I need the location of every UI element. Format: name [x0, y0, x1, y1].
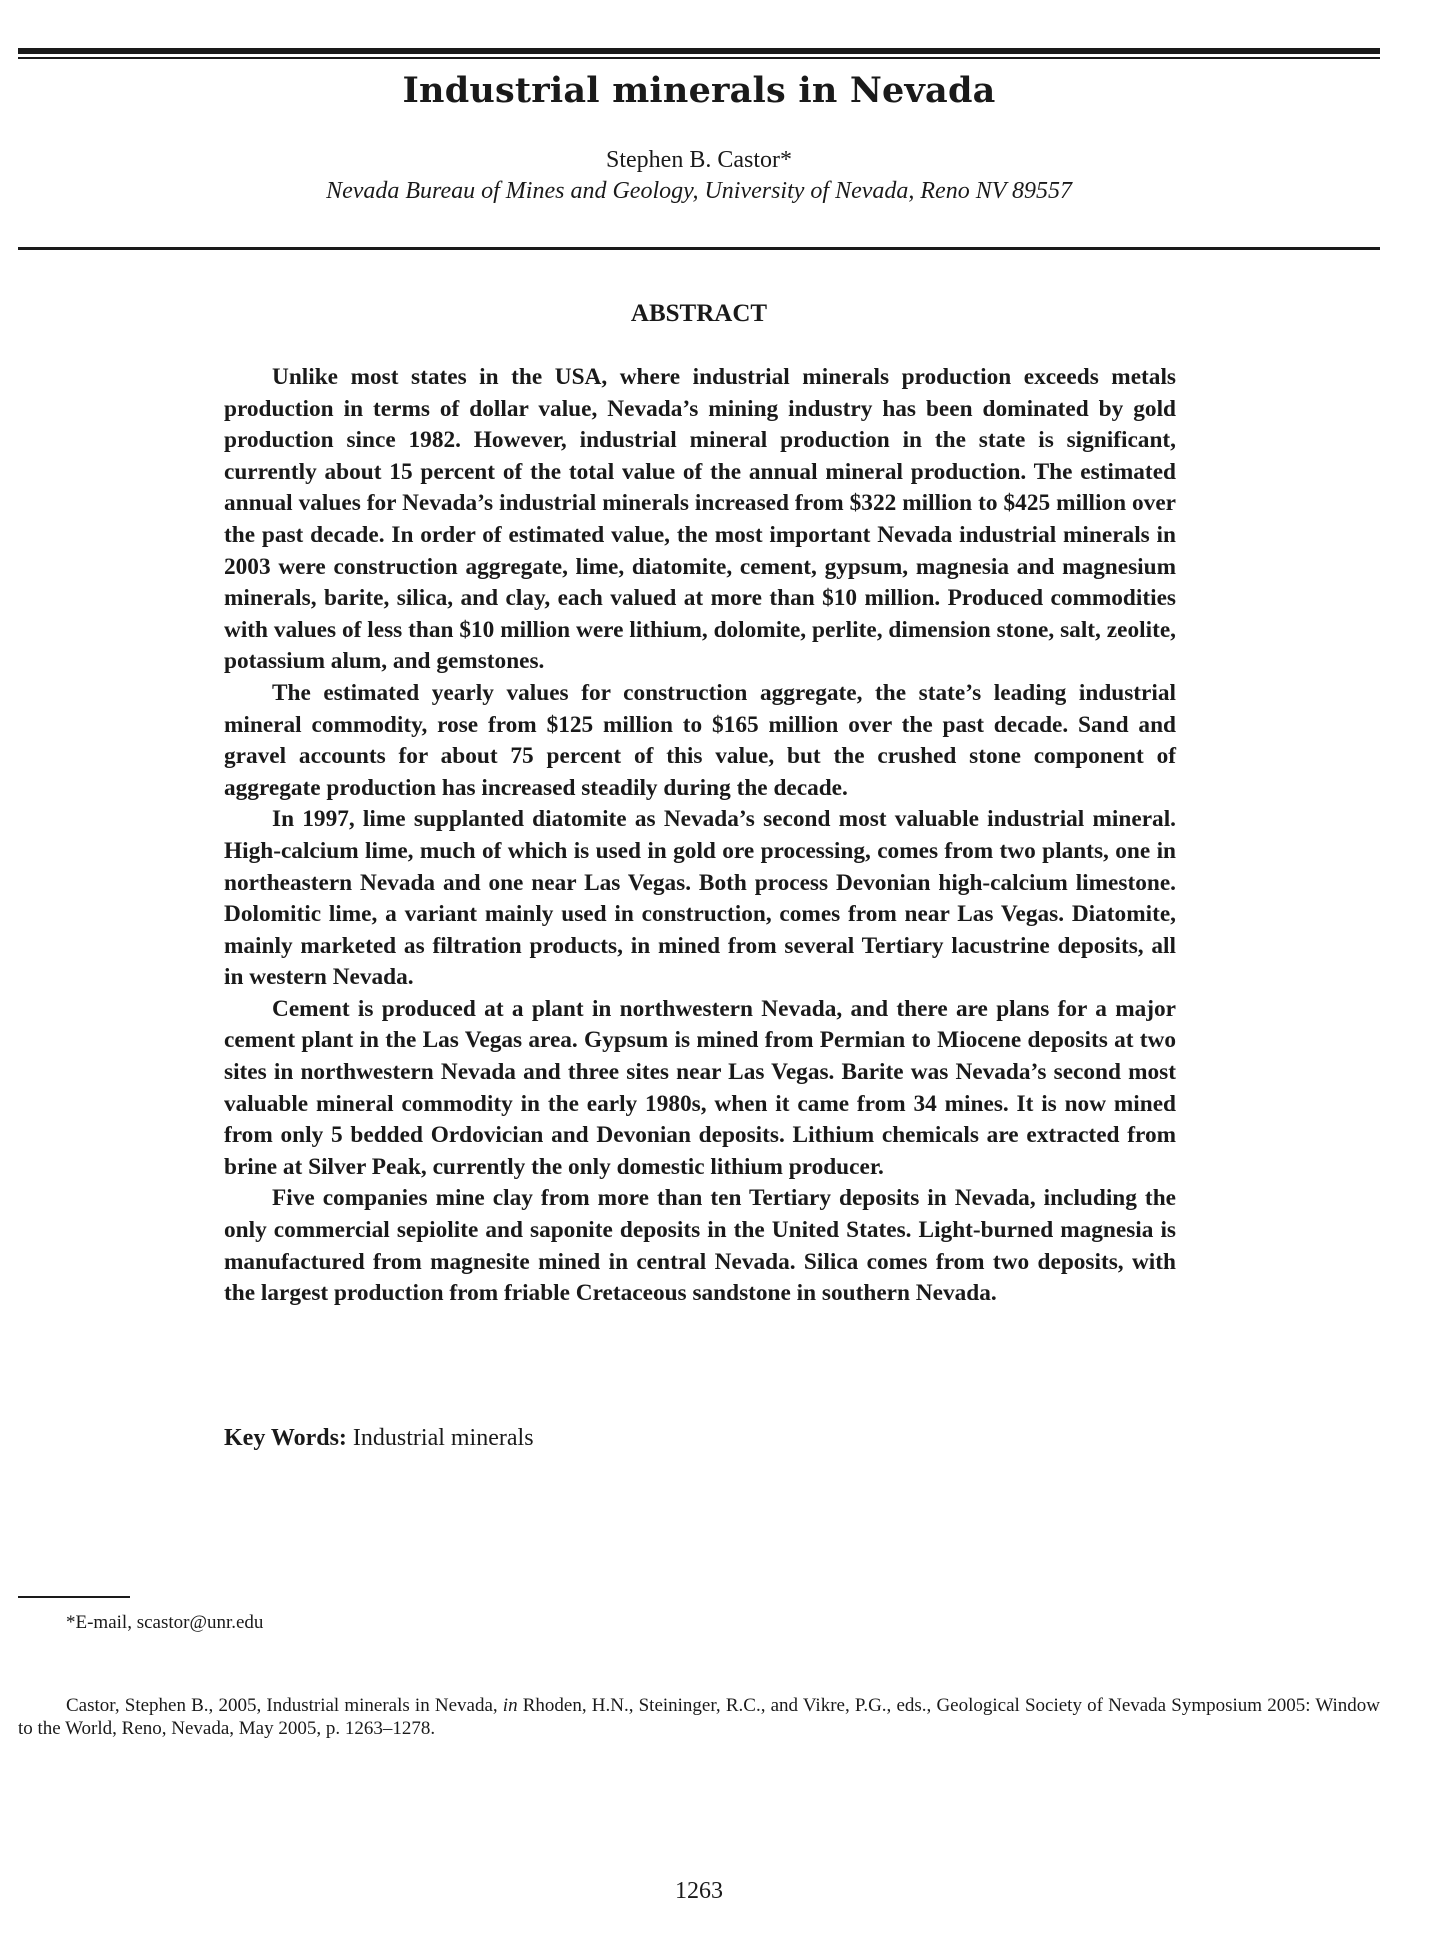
keywords: [224, 1425, 1176, 1452]
citation-text-rest: Rhoden, H.N., Steininger, R.C., and Vikre, P.G., eds., Geological Society of Nevada Symposium 2005: Window to the World, Reno, Nevada, May 2005, p. 1263–1278.: [18, 1695, 1380, 1739]
citation-in-word: in: [502, 1695, 518, 1716]
footnote-email: *E-mail, scastor@unr.edu: [66, 1612, 264, 1633]
abstract-paragraph: The estimated yearly values for construction aggregate, the state’s leading industrial mineral commodity, rose from $125 million to $165 million over the past decade. Sand and gravel accounts for about 75 percent of this value, but the crushed stone component of aggregate production has increased steadily during the decade.: [224, 679, 1176, 801]
abstract-paragraph: Cement is produced at a plant in northwestern Nevada, and there are plans for a major cement plant in the Las Vegas area. Gypsum is mined from Permian to Miocene deposits at two sites in northwestern Nevada and three sites near Las Vegas. Barite was Nevada’s second most valuable mineral commodity in the early 1980s, when it came from 34 mines. It is now mined from only 5 bedded Ordovician and Devonian deposits. Lithium chemicals are extracted from brine at Silver Peak, currently the only domestic lithium producer.: [224, 995, 1176, 1180]
abstract-paragraph: Five companies mine clay from more than ten Tertiary deposits in Nevada, including the only commercial sepiolite and saponite deposits in the United States. Light-burned magnesia is manufactured from magnesite mined in central Nevada. Silica comes from two deposits, with the largest production from friable Cretaceous sandstone in southern Nevada.: [224, 1185, 1176, 1307]
page-number: 1263: [675, 1878, 723, 1904]
citation-text: Castor, Stephen B., 2005, Industrial minerals in Nevada,: [66, 1695, 503, 1716]
abstract-paragraph: In 1997, lime supplanted diatomite as Nevada’s second most valuable industrial mineral. High-calcium lime, much of which is used in gold ore processing, comes from two plants, one in northeastern Nevada and one near Las Vegas. Both process Devonian high-calcium limestone. Dolomitic lime, a variant mainly used in construction, comes from near Las Vegas. Diatomite, mainly marketed as filtration products, in mined from several Tertiary lacustrine deposits, all in western Nevada.: [224, 806, 1176, 991]
author-name: Stephen B. Castor*: [606, 147, 792, 173]
footnote-rule: [18, 1596, 130, 1598]
keywords-value: Industrial minerals: [352, 1425, 534, 1451]
top-rule-thick: [18, 48, 1380, 54]
abstract-heading: ABSTRACT: [630, 300, 768, 327]
header-divider: [18, 247, 1380, 250]
abstract-paragraph: Unlike most states in the USA, where industrial minerals production exceeds metals production in terms of dollar value, Nevada’s mining industry has been dominated by gold production since 1982. However, industrial mineral production in the state is significant, currently about 15 percent of the total value of the annual mineral production. The estimated annual values for Nevada’s industrial minerals increased from $322 million to $425 million over the past decade. In order of estimated value, the most important Nevada industrial minerals in 2003 were construction aggregate, lime, diatomite, cement, gypsum, magnesia and magnesium minerals, barite, silica, and clay, each valued at more than $10 million. Produced commodities with values of less than $10 million were lithium, dolomite, perlite, dimension stone, salt, zeolite, potassium alum, and gemstones.: [224, 364, 1176, 675]
author-affiliation: Nevada Bureau of Mines and Geology, University of Nevada, Reno NV 89557: [326, 178, 1072, 204]
citation: [18, 1694, 1380, 1740]
keywords-label: Key Words:: [224, 1425, 347, 1451]
paper-title: Industrial minerals in Nevada: [402, 70, 996, 111]
top-rule-thin: [18, 57, 1380, 59]
abstract-body: [224, 362, 1176, 1310]
